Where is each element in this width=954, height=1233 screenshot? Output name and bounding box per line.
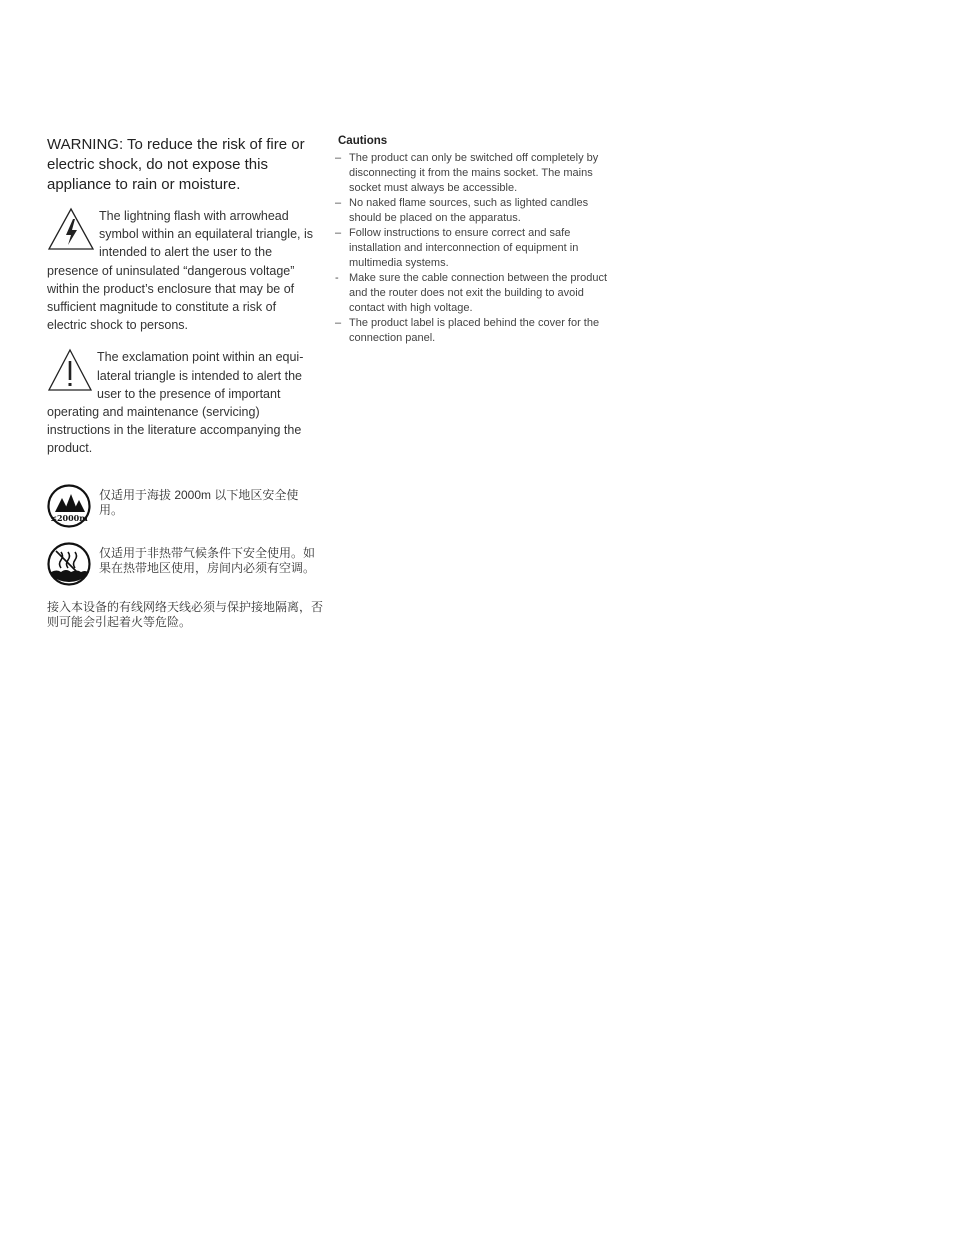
exclamation-text: The exclamation point within an equilateral triangle is intended to alert the user to the presence of important operating and maintenance (servicing) instructions in the literature accompanying the product.	[47, 350, 304, 456]
exclamation-triangle-icon	[47, 348, 93, 392]
altitude-icon-label: ≤2000m	[50, 512, 88, 523]
altitude-2000m-icon	[47, 484, 91, 528]
tropical-notice	[47, 542, 319, 586]
warning-text: WARNING: To reduce the risk of fire or electric shock, do not expose this appliance to rain or moisture.	[47, 136, 305, 193]
caution-item: – The product can only be switched off completely by disconnecting it from the mains socket. The mains socket must always be accessible.	[335, 152, 599, 194]
lightning-paragraph	[47, 207, 319, 334]
cautions-title: Cautions	[338, 135, 388, 147]
exclamation-paragraph	[47, 348, 319, 457]
tropical-text: 仅适用于非热带气候条件下安全使用。如果在热带地区使用，房间内必须有空调。	[99, 545, 316, 575]
altitude-notice	[47, 484, 319, 528]
altitude-text: 仅适用于海拔 2000m 以下地区安全使用。	[99, 487, 299, 517]
lightning-text: The lightning flash with arrowhead symbol within an equilateral triangle, is intended to alert the user to the presence of uninsulated “dangerous voltage” within the product’s enclosure that may be of sufficient magnitude to constitute a risk of electric shock to persons.	[47, 209, 313, 333]
right-column	[335, 134, 613, 346]
caution-item: – The product label is placed behind the cover for the connection panel.	[335, 317, 600, 344]
caution-item: – Follow instructions to ensure correct and safe installation and interconnection of equipment in multimedia systems.	[335, 227, 579, 269]
non-tropical-climate-icon	[47, 542, 91, 586]
lightning-triangle-icon	[47, 207, 95, 251]
caution-item: – No naked flame sources, such as lighted candles should be placed on the apparatus.	[335, 197, 589, 224]
caution-item: - Make sure the cable connection between the product and the router does not exit the building to avoid contact with high voltage.	[335, 272, 608, 314]
antenna-notice: 接入本设备的有线网络天线必须与保护接地隔离，否则可能会引起着火等危险。	[47, 599, 324, 629]
left-column	[47, 135, 324, 630]
cautions-list	[335, 151, 613, 346]
